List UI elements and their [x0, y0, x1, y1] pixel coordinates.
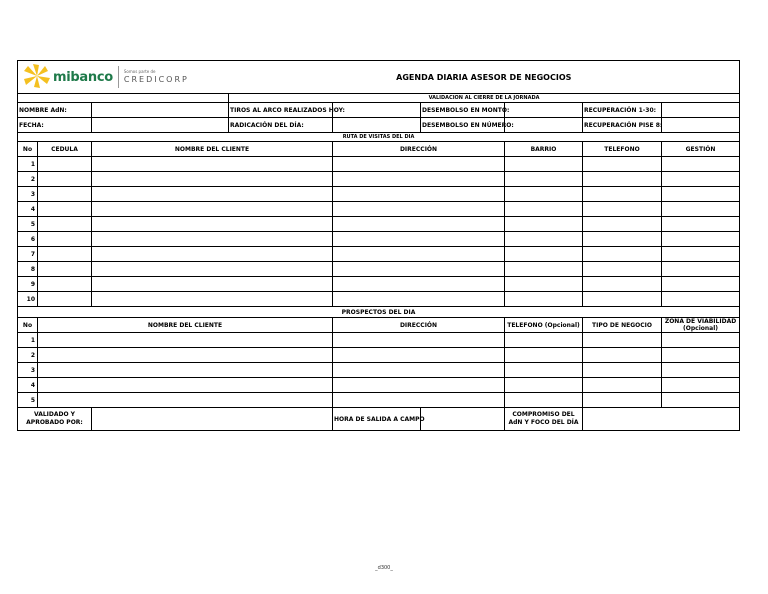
ruta-row — [18, 292, 740, 307]
ruta-row — [18, 247, 740, 262]
ruta-title: RUTA DE VISITAS DEL DIA — [18, 133, 740, 142]
ruta-cedula-cell[interactable] — [38, 262, 92, 277]
prospectos-col-telefono: TELEFONO (Opcional) — [505, 318, 583, 333]
ruta-barrio-cell[interactable] — [505, 247, 583, 262]
radicacion-field[interactable] — [333, 118, 421, 133]
prospecto-zona-cell[interactable] — [662, 333, 740, 348]
prospecto-tipo-cell[interactable] — [583, 393, 662, 408]
ruta-row — [18, 217, 740, 232]
recuperacion-pise-label: RECUPERACIÓN PISE 8: — [583, 118, 662, 133]
ruta-barrio-cell[interactable] — [505, 217, 583, 232]
ruta-row-number: 1 — [18, 157, 38, 172]
ruta-nombre-cell[interactable] — [92, 187, 333, 202]
prospecto-row — [18, 393, 740, 408]
ruta-nombre-cell[interactable] — [92, 247, 333, 262]
validacion-title: VALIDACION AL CIERRE DE LA JORNADA — [229, 94, 740, 103]
ruta-gestion-cell[interactable] — [662, 262, 740, 277]
prospecto-telefono-cell[interactable] — [505, 348, 583, 363]
prospecto-nombre-cell[interactable] — [38, 378, 333, 393]
ruta-barrio-cell[interactable] — [505, 277, 583, 292]
prospectos-title: PROSPECTOS DEL DIA — [18, 307, 740, 318]
ruta-nombre-cell[interactable] — [92, 292, 333, 307]
ruta-row — [18, 187, 740, 202]
ruta-nombre-cell[interactable] — [92, 202, 333, 217]
ruta-cedula-cell[interactable] — [38, 157, 92, 172]
ruta-row-number: 6 — [18, 232, 38, 247]
recuperacion-label: RECUPERACIÓN 1-30: — [583, 103, 662, 118]
partner-name: CREDICORP — [123, 75, 189, 84]
ruta-gestion-cell[interactable] — [662, 277, 740, 292]
prospecto-row-number: 4 — [18, 378, 38, 393]
ruta-barrio-cell[interactable] — [505, 292, 583, 307]
ruta-nombre-cell[interactable] — [92, 172, 333, 187]
ruta-row — [18, 262, 740, 277]
ruta-col-gestion: GESTIÓN — [662, 142, 740, 157]
ruta-gestion-cell[interactable] — [662, 157, 740, 172]
ruta-barrio-cell[interactable] — [505, 262, 583, 277]
prospectos-col-no: No — [18, 318, 38, 333]
prospecto-tipo-cell[interactable] — [583, 333, 662, 348]
recuperacion-field[interactable] — [662, 103, 740, 118]
prospecto-nombre-cell[interactable] — [38, 348, 333, 363]
prospecto-nombre-cell[interactable] — [38, 393, 333, 408]
ruta-direccion-cell[interactable] — [333, 232, 505, 247]
tiros-label: TIROS AL ARCO REALIZADOS HOY: — [229, 103, 333, 118]
prospecto-row-number: 5 — [18, 393, 38, 408]
ruta-row-number: 2 — [18, 172, 38, 187]
prospecto-row — [18, 363, 740, 378]
prospectos-col-nombre: NOMBRE DEL CLIENTE — [38, 318, 333, 333]
ruta-col-barrio: BARRIO — [505, 142, 583, 157]
prospecto-tipo-cell[interactable] — [583, 378, 662, 393]
prospectos-col-zona: ZONA DE VIABILIDAD (Opcional) — [662, 318, 740, 333]
desembolso-monto-label: DESEMBOLSO EN MONTO: — [421, 103, 505, 118]
desembolso-numero-field[interactable] — [505, 118, 583, 133]
prospecto-nombre-cell[interactable] — [38, 363, 333, 378]
ruta-gestion-cell[interactable] — [662, 292, 740, 307]
ruta-col-cedula: CEDULA — [38, 142, 92, 157]
prospecto-row-number: 3 — [18, 363, 38, 378]
prospecto-nombre-cell[interactable] — [38, 333, 333, 348]
radicacion-label: RADICACIÓN DEL DÍA: — [229, 118, 333, 133]
ruta-nombre-cell[interactable] — [92, 262, 333, 277]
ruta-telefono-cell[interactable] — [583, 202, 662, 217]
ruta-direccion-cell[interactable] — [333, 187, 505, 202]
ruta-rows — [18, 157, 740, 307]
prospectos-col-tipo: TIPO DE NEGOCIO — [583, 318, 662, 333]
ruta-direccion-cell[interactable] — [333, 172, 505, 187]
ruta-row — [18, 202, 740, 217]
desembolso-numero-label: DESEMBOLSO EN NÚMERO: — [421, 118, 505, 133]
ruta-cedula-cell[interactable] — [38, 217, 92, 232]
prospecto-tipo-cell[interactable] — [583, 363, 662, 378]
hora-field[interactable] — [421, 408, 505, 431]
ruta-telefono-cell[interactable] — [583, 277, 662, 292]
ruta-direccion-cell[interactable] — [333, 202, 505, 217]
ruta-telefono-cell[interactable] — [583, 157, 662, 172]
partner-tagline: Somos parte de — [123, 69, 156, 74]
fecha-label: FECHA: — [18, 118, 92, 133]
credicorp-logo — [124, 70, 189, 84]
ruta-barrio-cell[interactable] — [505, 157, 583, 172]
prospecto-row-number: 2 — [18, 348, 38, 363]
ruta-cedula-cell[interactable] — [38, 202, 92, 217]
ruta-direccion-cell[interactable] — [333, 292, 505, 307]
ruta-col-telefono: TELEFONO — [583, 142, 662, 157]
ruta-telefono-cell[interactable] — [583, 262, 662, 277]
prospecto-zona-cell[interactable] — [662, 363, 740, 378]
ruta-row-number: 8 — [18, 262, 38, 277]
ruta-barrio-cell[interactable] — [505, 187, 583, 202]
agenda-sheet — [17, 60, 739, 431]
prospecto-telefono-cell[interactable] — [505, 378, 583, 393]
prospecto-tipo-cell[interactable] — [583, 348, 662, 363]
agenda-table — [17, 60, 740, 431]
ruta-barrio-cell[interactable] — [505, 202, 583, 217]
ruta-cedula-cell[interactable] — [38, 247, 92, 262]
prospecto-row-number: 1 — [18, 333, 38, 348]
ruta-row — [18, 277, 740, 292]
ruta-row — [18, 172, 740, 187]
ruta-gestion-cell[interactable] — [662, 202, 740, 217]
ruta-col-nombre: NOMBRE DEL CLIENTE — [92, 142, 333, 157]
brand-logo-text: mibanco — [53, 69, 113, 85]
ruta-direccion-cell[interactable] — [333, 217, 505, 232]
prospecto-zona-cell[interactable] — [662, 378, 740, 393]
fecha-field[interactable] — [92, 118, 229, 133]
ruta-row — [18, 157, 740, 172]
ruta-gestion-cell[interactable] — [662, 232, 740, 247]
prospectos-col-direccion: DIRECCIÓN — [333, 318, 505, 333]
compromiso-field[interactable] — [583, 408, 740, 431]
prospecto-direccion-cell[interactable] — [333, 378, 505, 393]
prospecto-zona-cell[interactable] — [662, 393, 740, 408]
blank-cell — [18, 94, 229, 103]
ruta-telefono-cell[interactable] — [583, 292, 662, 307]
validado-label: VALIDADO Y APROBADO POR: — [18, 408, 92, 431]
ruta-row-number: 9 — [18, 277, 38, 292]
ruta-row-number: 4 — [18, 202, 38, 217]
prospecto-telefono-cell[interactable] — [505, 333, 583, 348]
ruta-row — [18, 232, 740, 247]
ruta-telefono-cell[interactable] — [583, 247, 662, 262]
ruta-nombre-cell[interactable] — [92, 232, 333, 247]
ruta-cedula-cell[interactable] — [38, 292, 92, 307]
ruta-gestion-cell[interactable] — [662, 247, 740, 262]
ruta-direccion-cell[interactable] — [333, 277, 505, 292]
prospecto-row — [18, 378, 740, 393]
prospecto-direccion-cell[interactable] — [333, 333, 505, 348]
prospectos-rows — [18, 333, 740, 408]
desembolso-monto-field[interactable] — [505, 103, 583, 118]
ruta-telefono-cell[interactable] — [583, 217, 662, 232]
ruta-gestion-cell[interactable] — [662, 217, 740, 232]
prospecto-zona-cell[interactable] — [662, 348, 740, 363]
logo-divider — [118, 66, 119, 88]
tiros-field[interactable] — [333, 103, 421, 118]
prospecto-direccion-cell[interactable] — [333, 363, 505, 378]
ruta-direccion-cell[interactable] — [333, 157, 505, 172]
ruta-gestion-cell[interactable] — [662, 187, 740, 202]
ruta-row-number: 10 — [18, 292, 38, 307]
ruta-direccion-cell[interactable] — [333, 262, 505, 277]
ruta-cedula-cell[interactable] — [38, 277, 92, 292]
logo-cell — [18, 61, 229, 94]
ruta-row-number: 7 — [18, 247, 38, 262]
compromiso-label: COMPROMISO DEL AdN Y FOCO DEL DÍA — [505, 408, 583, 431]
page-footer: _d300_ — [375, 565, 393, 571]
document-title: AGENDA DIARIA ASESOR DE NEGOCIOS — [229, 61, 740, 94]
ruta-direccion-cell[interactable] — [333, 247, 505, 262]
ruta-row-number: 3 — [18, 187, 38, 202]
ruta-cedula-cell[interactable] — [38, 172, 92, 187]
ruta-cedula-cell[interactable] — [38, 187, 92, 202]
hora-label: HORA DE SALIDA A CAMPO — [333, 408, 421, 431]
ruta-telefono-cell[interactable] — [583, 232, 662, 247]
nombre-field[interactable] — [92, 103, 229, 118]
prospecto-direccion-cell[interactable] — [333, 348, 505, 363]
ruta-nombre-cell[interactable] — [92, 217, 333, 232]
ruta-barrio-cell[interactable] — [505, 172, 583, 187]
ruta-col-direccion: DIRECCIÓN — [333, 142, 505, 157]
prospecto-telefono-cell[interactable] — [505, 393, 583, 408]
prospecto-row — [18, 348, 740, 363]
ruta-nombre-cell[interactable] — [92, 277, 333, 292]
ruta-telefono-cell[interactable] — [583, 187, 662, 202]
ruta-nombre-cell[interactable] — [92, 157, 333, 172]
nombre-label: NOMBRE AdN: — [18, 103, 92, 118]
ruta-row-number: 5 — [18, 217, 38, 232]
ruta-telefono-cell[interactable] — [583, 172, 662, 187]
validado-field[interactable] — [92, 408, 333, 431]
sun-icon — [23, 63, 51, 91]
ruta-gestion-cell[interactable] — [662, 172, 740, 187]
ruta-barrio-cell[interactable] — [505, 232, 583, 247]
ruta-col-no: No — [18, 142, 38, 157]
ruta-cedula-cell[interactable] — [38, 232, 92, 247]
prospecto-direccion-cell[interactable] — [333, 393, 505, 408]
recuperacion-pise-field[interactable] — [662, 118, 740, 133]
prospecto-row — [18, 333, 740, 348]
prospecto-telefono-cell[interactable] — [505, 363, 583, 378]
